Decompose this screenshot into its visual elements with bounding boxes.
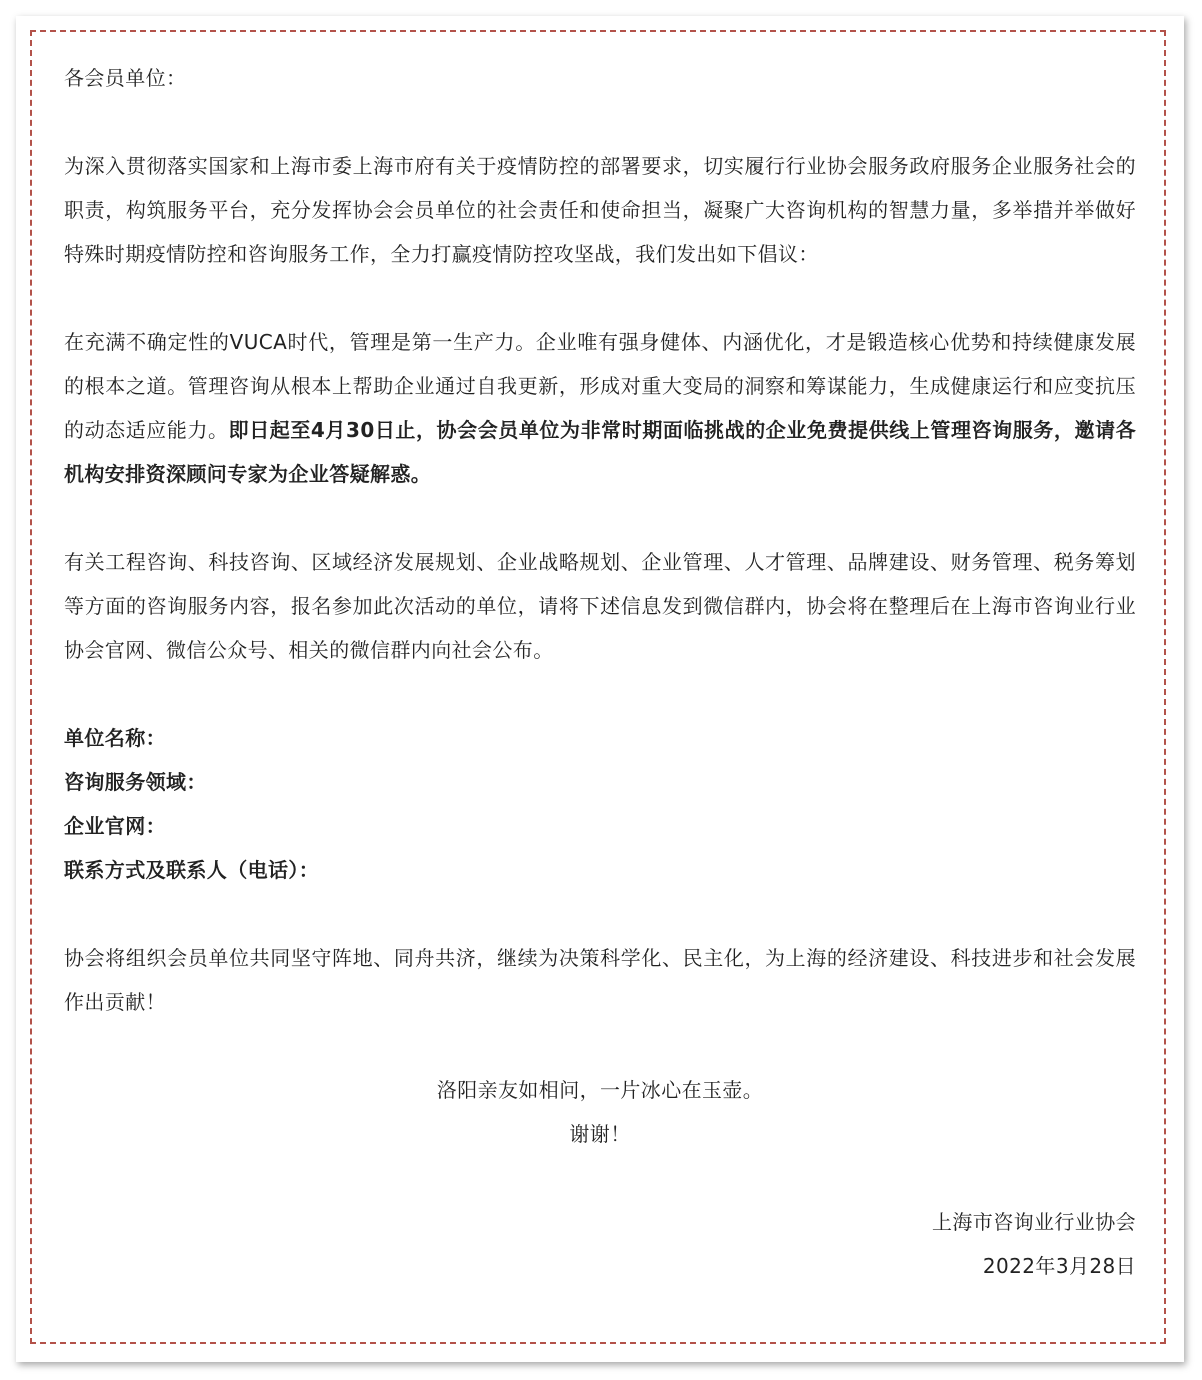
spacer [64,672,1136,716]
field-contact [64,848,1136,892]
spacer [64,892,1136,936]
thanks: 谢谢！ [569,1122,631,1146]
paragraph-services: 有关工程咨询、科技咨询、区域经济发展规划、企业战略规划、企业管理、人才管理、品牌建设、财务管理、税务筹划等方面的咨询服务内容，报名参加此次活动的单位，请将下述信息发到微信群内，协会将在整理后在上海市咨询业行业协会官网、微信公众号、相关的微信群内向社会公布。 [64,550,1136,662]
field-service-field-label: 咨询服务领域： [64,770,207,794]
letter-body [64,56,1136,1288]
field-service-field [64,760,1136,804]
paragraph-initiative [64,320,1136,496]
spacer [64,276,1136,320]
field-contact-label: 联系方式及联系人（电话）： [64,858,320,882]
spacer [64,1156,1136,1200]
greeting: 各会员单位： [64,66,187,90]
field-unit-name-label: 单位名称： [64,726,166,750]
spacer [64,100,1136,144]
paragraph-intro: 为深入贯彻落实国家和上海市委上海市府有关于疫情防控的部署要求，切实履行行业协会服务政府服务企业服务社会的职责，构筑服务平台，充分发挥协会会员单位的社会责任和使命担当，凝聚广大咨询机构的智慧力量，多举措并举做好特殊时期疫情防控和咨询服务工作，全力打赢疫情防控攻坚战，我们发出如下倡议： [64,154,1136,266]
paragraph-initiative-text: 在充满不确定性的VUCA时代，管理是第一生产力。企业唯有强身健体、内涵优化，才是锻造核心优势和持续健康发展的根本之道。管理咨询从根本上帮助企业通过自我更新，形成对重大变局的洞察和筹谋能力，生成健康运行和应变抗压的动态适应能力。 [64,330,1136,442]
spacer [64,496,1136,540]
poem-line: 洛阳亲友如相问，一片冰心在玉壶。 [436,1078,764,1102]
document-sheet [16,16,1184,1362]
field-website [64,804,1136,848]
spacer [64,1024,1136,1068]
signature-org: 上海市咨询业行业协会 [932,1210,1136,1234]
paragraph-closing: 协会将组织会员单位共同坚守阵地、同舟共济，继续为决策科学化、民主化，为上海的经济建设、科技进步和社会发展作出贡献！ [64,946,1136,1014]
paragraph-initiative-highlight: 即日起至4月30日止，协会会员单位为非常时期面临挑战的企业免费提供线上管理咨询服务，邀请各机构安排资深顾问专家为企业答疑解惑。 [64,418,1136,486]
field-unit-name [64,716,1136,760]
field-website-label: 企业官网： [64,814,166,838]
signature-date: 2022年3月28日 [982,1254,1136,1278]
